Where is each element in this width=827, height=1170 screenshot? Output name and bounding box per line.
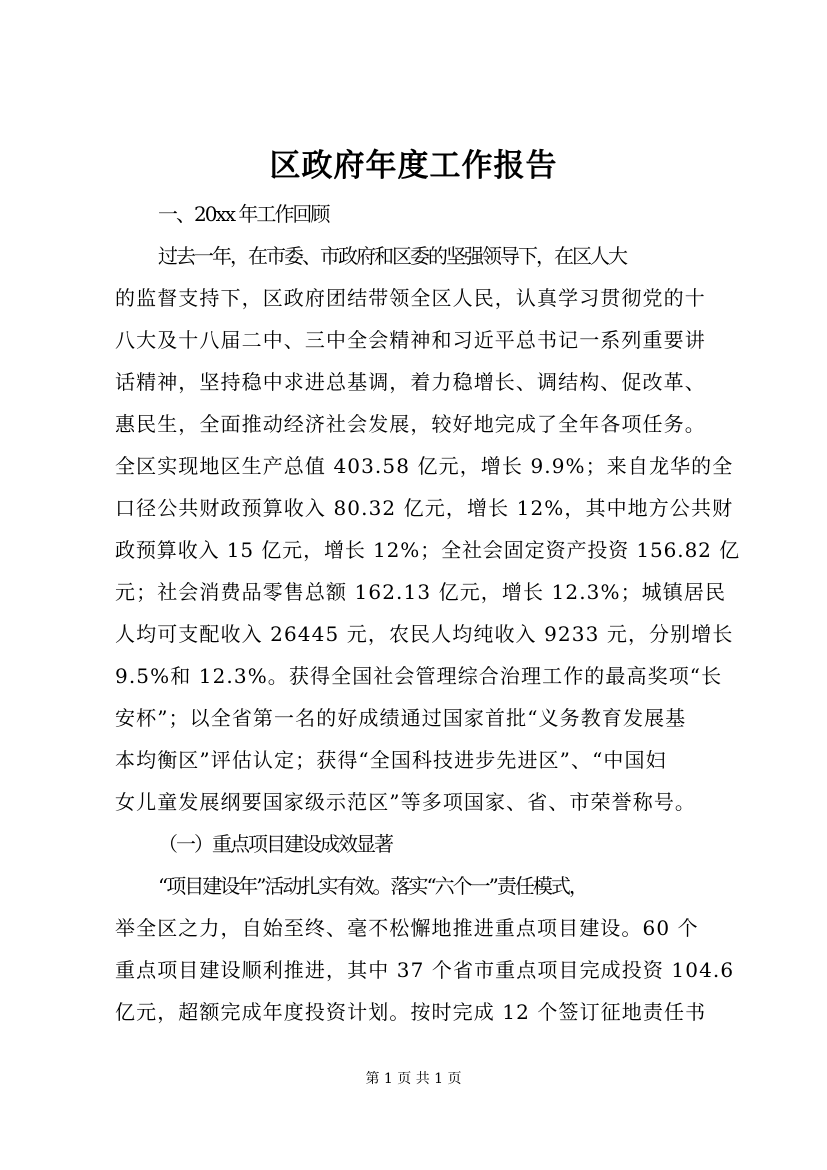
subsection-heading: （一）重点项目建设成效显著 [158,832,392,856]
paragraph-line: “项目建设年”活动扎实有效。落实“六个一”责任模式， [158,874,587,898]
paragraph-line: 话精神，坚持稳中求进总基调，着力稳增长、调结构、促改革、 [115,370,706,394]
paragraph-line: 口径公共财政预算收入 80.32 亿元，增长 12%，其中地方公共财 [115,496,734,520]
paragraph-line: 惠民生，全面推动经济社会发展，较好地完成了全年各项任务。 [115,412,706,436]
document-title: 区政府年度工作报告 [269,148,558,184]
paragraph-line: 安杯”；以全省第一名的好成绩通过国家首批“义务教育发展基 [115,706,687,730]
section-heading: 一、20xx 年工作回顾 [158,202,329,226]
paragraph-line: 本均衡区”评估认定；获得“全国科技进步先进区”、“中国妇 [115,748,667,772]
paragraph-line: 重点项目建设顺利推进，其中 37 个省市重点项目完成投资 104.6 [115,958,735,982]
paragraph-line: 元；社会消费品零售总额 162.13 亿元，增长 12.3%；城镇居民 [115,580,727,604]
paragraph-line: 女儿童发展纲要国家级示范区”等多项国家、省、市荣誉称号。 [115,790,697,814]
paragraph-line: 的监督支持下，区政府团结带领全区人民，认真学习贯彻党的十 [115,286,706,310]
paragraph-line: 八大及十八届二中、三中全会精神和习近平总书记一系列重要讲 [115,328,706,352]
paragraph-line: 政预算收入 15 亿元，增长 12%；全社会固定资产投资 156.82 亿 [115,538,740,562]
paragraph-line: 过去一年，在市委、市政府和区委的坚强领导下，在区人大 [158,244,626,268]
page-footer: 第 1 页 共 1 页 [365,1071,462,1087]
paragraph-line: 人均可支配收入 26445 元，农民人均纯收入 9233 元，分别增长 [115,622,734,646]
paragraph-line: 举全区之力，自始至终、毫不松懈地推进重点项目建设。60 个 [115,916,699,940]
paragraph-line: 亿元，超额完成年度投资计划。按时完成 12 个签订征地责任书 [115,1000,707,1024]
paragraph-line: 全区实现地区生产总值 403.58 亿元，增长 9.9%；来自龙华的全 [115,454,734,478]
paragraph-line: 9.5%和 12.3%。获得全国社会管理综合治理工作的最高奖项“长 [115,664,723,688]
